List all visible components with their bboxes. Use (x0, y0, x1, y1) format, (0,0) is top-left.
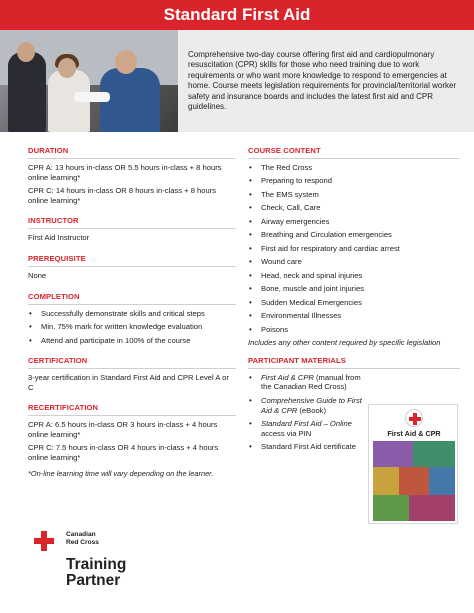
online-time-note: *On-line learning time will vary depending on the learner. (28, 468, 214, 478)
prerequisite-text: None (28, 270, 47, 280)
list-item: • Wound care (248, 257, 460, 267)
participant-materials-heading: PARTICIPANT MATERIALS (248, 355, 346, 365)
list-item: • The EMS system (248, 190, 460, 200)
recertification-heading: RECERTIFICATION (28, 403, 99, 413)
list-item: • Airway emergencies (248, 217, 460, 227)
instructor-text: First Aid Instructor (28, 233, 90, 243)
instructor-heading: INSTRUCTOR (28, 216, 79, 226)
first-aid-training-photo (0, 30, 178, 132)
left-column (28, 146, 236, 478)
list-item: • Breathing and Circulation emergencies (248, 230, 460, 240)
recert-cpr-c: CPR C: 7.5 hours in-class OR 4 hours in-class + 4 hours online learning* (28, 443, 219, 462)
prerequisite-heading: PREREQUISITE (28, 253, 86, 263)
list-item: • Check, Call, Care (248, 203, 460, 213)
manual-title: First Aid & CPR (387, 429, 441, 438)
completion-list (28, 309, 236, 346)
manual-cover-image (368, 404, 458, 524)
list-item: • Min. 75% mark for written knowledge evaluation (28, 322, 236, 332)
org-name: Canadian Red Cross (66, 531, 99, 546)
page-title: Standard First Aid (0, 0, 474, 30)
certification-text: 3-year certification in Standard First Aid and CPR Level A or C (28, 373, 229, 392)
completion-heading: COMPLETION (28, 291, 80, 301)
list-item: • Bone, muscle and joint injuries (248, 284, 460, 294)
training-partner-label: Training Partner (66, 556, 127, 589)
list-item: • Successfully demonstrate skills and critical steps (28, 309, 236, 319)
legislation-note: Includes any other content required by specific legislation (248, 338, 441, 348)
materials-list (248, 373, 366, 452)
course-description: Comprehensive two-day course offering first aid and cardiopulmonary resuscitation (CPR) skills for those who need training due to work requirements or who want more knowledge to respond to emergencies at home. Course meets legislation requirements for provincial/territorial worker safety and insurance boards and includes the latest first aid and CPR guidelines. (178, 30, 474, 132)
list-item: • Poisons (248, 325, 460, 335)
certification-heading: CERTIFICATION (28, 356, 88, 366)
list-item: • Environmental Illnesses (248, 311, 460, 321)
red-cross-logo-icon (405, 409, 423, 427)
list-item: • Attend and participate in 100% of the course (28, 336, 236, 346)
list-item: • Head, neck and spinal injuries (248, 271, 460, 281)
list-item: • Standard First Aid certificate (248, 442, 366, 452)
list-item: • The Red Cross (248, 163, 460, 173)
duration-cpr-a: CPR A: 13 hours in-class OR 5.5 hours in-class + 8 hours online learning* (28, 163, 222, 182)
list-item: • Preparing to respond (248, 176, 460, 186)
list-item: • Standard First Aid – Online access via PIN (248, 419, 366, 438)
list-item: • First aid for respiratory and cardiac arrest (248, 244, 460, 254)
course-content-list (248, 163, 460, 334)
list-item: • Sudden Medical Emergencies (248, 298, 460, 308)
list-item: • Comprehensive Guide to First Aid & CPR (eBook) (248, 396, 366, 415)
recert-cpr-a: CPR A: 6.5 hours in-class OR 3 hours in-class + 4 hours online learning* (28, 420, 218, 439)
course-content-heading: COURSE CONTENT (248, 146, 321, 155)
duration-cpr-c: CPR C: 14 hours in-class OR 8 hours in-class + 8 hours online learning* (28, 186, 217, 205)
list-item: • First Aid & CPR (manual from the Canadian Red Cross) (248, 373, 366, 392)
duration-heading: DURATION (28, 146, 69, 155)
